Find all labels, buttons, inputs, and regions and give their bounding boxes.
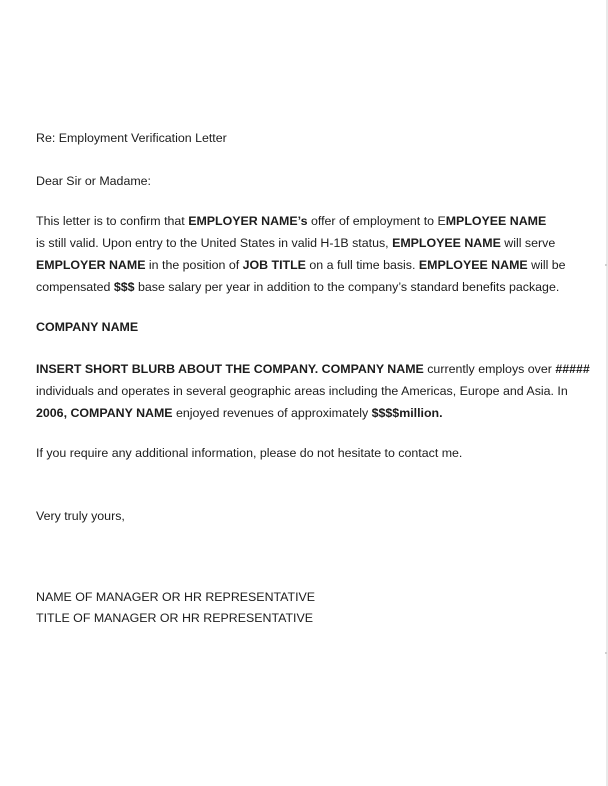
text-run: in the position of: [145, 258, 243, 272]
paragraph2-line2: [36, 381, 568, 401]
text-run: on a full time basis.: [305, 258, 419, 272]
subject-line: Re: Employment Verification Letter: [36, 131, 227, 145]
company-heading: [36, 317, 138, 337]
page-edge-mark: [605, 652, 607, 654]
contact-line: If you require any additional information, please do not hesitate to contact me.: [36, 446, 463, 460]
employer-name-placeholder: EMPLOYER NAME’s: [188, 214, 308, 228]
text-run: base salary per year in addition to the company’s standard benefits package.: [134, 280, 560, 294]
text-run: will be: [527, 258, 566, 272]
company-name-heading: COMPANY NAME: [36, 320, 139, 334]
paragraph2-line3: [36, 403, 443, 423]
signature-title: TITLE OF MANAGER OR HR REPRESENTATIVE: [36, 611, 313, 625]
employee-count-placeholder: #####: [555, 362, 590, 376]
page-edge-mark: [605, 264, 607, 266]
text-run: offer of employment to E: [307, 214, 446, 228]
year-company-placeholder: 2006, COMPANY NAME: [36, 406, 173, 420]
paragraph1-line4: [36, 277, 559, 297]
paragraph2-line1: [36, 359, 590, 379]
text-run: currently employs over: [423, 362, 556, 376]
revenue-placeholder: $$$$million.: [371, 406, 443, 420]
paragraph1-line1: [36, 211, 546, 231]
text-run: is still valid. Upon entry to the United States in valid H-1B status,: [36, 236, 393, 250]
employee-name-placeholder: EMPLOYEE NAME: [392, 236, 501, 250]
paragraph1-line3: [36, 255, 566, 275]
salutation: Dear Sir or Madame:: [36, 174, 151, 188]
closing: Very truly yours,: [36, 509, 125, 523]
salary-placeholder: $$$: [113, 280, 135, 294]
signature-name: NAME OF MANAGER OR HR REPRESENTATIVE: [36, 590, 316, 604]
text-run: compensated: [36, 280, 114, 294]
employee-name-placeholder: EMPLOYEE NAME: [418, 258, 528, 272]
company-blurb-placeholder: INSERT SHORT BLURB ABOUT THE COMPANY. COMPANY NAME: [36, 362, 424, 376]
text-run: individuals and operates in several geographic areas including the Americas, Europe and Asia. In: [36, 384, 568, 398]
paragraph1-line2: [36, 233, 555, 253]
employer-name-placeholder: EMPLOYER NAME: [36, 258, 146, 272]
text-run: will serve: [500, 236, 556, 250]
text-run: This letter is to confirm that: [36, 214, 189, 228]
text-run: enjoyed revenues of approximately: [172, 406, 372, 420]
job-title-placeholder: JOB TITLE: [242, 258, 306, 272]
employee-name-placeholder: MPLOYEE NAME: [445, 214, 547, 228]
